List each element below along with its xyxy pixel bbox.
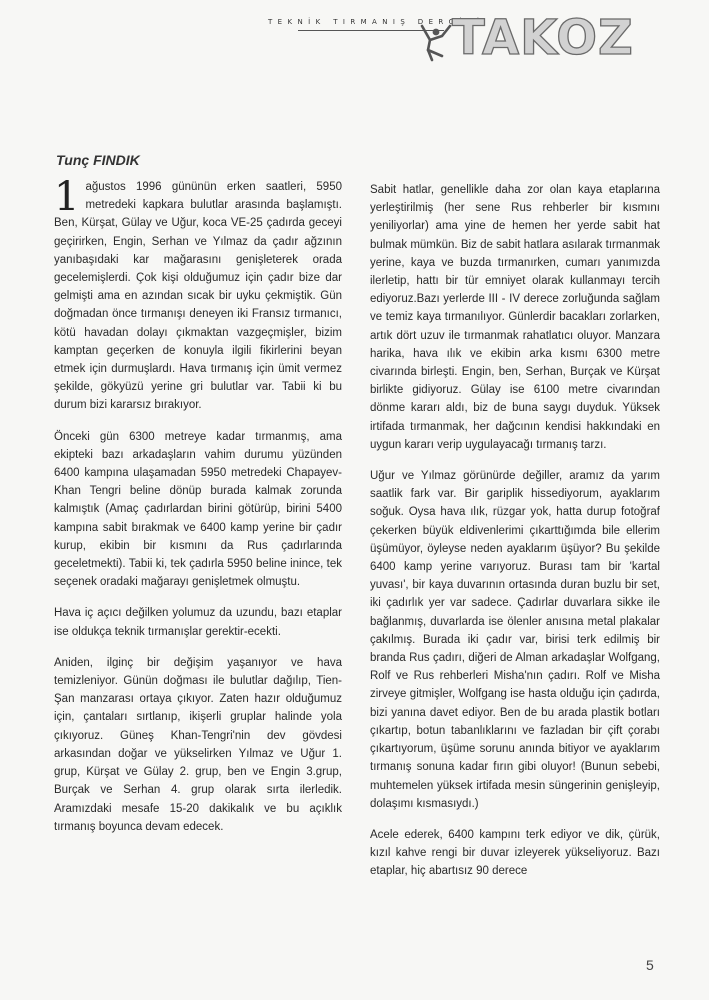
article-paragraph: Önceki gün 6300 metreye kadar tırmanmış, ama ekipteki bazı arkadaşların vahim durumu yüzünden 6400 kampına ulaşamadan 5950 metredeki Chapayev-Khan Tengri beline dönüp burada kalmak zorunda kalmıştık (Amaç çadırlardan birini götürüp, birini 5400 kampına sabit bırakmak ve 6400 kamp yerine bir çadır kurup, ekibin bir kısmını da Rus çadırlarında geceletmekti). Tabii ki, tek çadırla 5950 beline inince, tek seçenek oradaki mağarayı genişletmek olmuştu. xyxy=(54,430,342,589)
article-column-right xyxy=(370,181,660,894)
paragraph-text: ağustos 1996 gününün erken saatleri, 5950 metredeki kapkara bulutlar arasında başlamıştı. Ben, Kürşat, Gülay ve Uğur, koca VE-25 çadırda geceyi geçirirken, Engin, Serhan ve Yılmaz da çadır ağzının yanıbaşıdaki kar mağarasını genişleterek orada gecelemişlerdi. Çok kişi olduğumuz için çadır bize dar gelmişti ama en azından sıcak bir uyku çekmiştik. Gün doğmadan önce tırmanışı deneyen iki Fransız tırmanıcı, kötü havadan dolayı çıkmaktan vazgeçmişler, bizim kamptan geçerken de konuyla ilgili fikirlerini beyan etmek için durmuşlardı. Hava tırmanış için ümit vermez şekilde, gökyüzü yerine gri bulutlar var. Tabii ki bu durum bizi kararsız bırakıyor. xyxy=(54,181,342,412)
article-column-left xyxy=(54,174,342,849)
article-paragraph xyxy=(54,174,342,415)
magazine-logo: TAKOZ xyxy=(452,10,634,66)
drop-cap: 1 xyxy=(54,174,80,220)
article-paragraph: Aniden, ilginç bir değişim yaşanıyor ve hava temizleniyor. Günün doğması ile bulutlar dağılıp, Tien-Şan manzarası ortaya çıkıyor. Zaten hazır olduğumuz için, çantaları sırtlanıp, ikişerli gruplar halinde yola çıkıyoruz. Güneş Khan-Tengri'nin dev gövdesi arkasından doğar ve yükselirken Yılmaz ve Uğur 1. grup, Kürşat ve Gülay 2. grup, ben ve Engin 3.grup, Burçak ve Serhan 4. grup olarak sırta ilerledik. Aramızdaki mesafe 15-20 dakikalık ve bu açıklık tırmanış boyunca devam edecek. xyxy=(54,656,342,833)
article-paragraph: Acele ederek, 6400 kampını terk ediyor ve dik, çürük, kızıl kahve rengi bir duvar izleyerek yükseliyoruz. Bazı etaplar, hiç abartısız 90 derece xyxy=(370,828,660,878)
article-author: Tunç FINDIK xyxy=(56,152,140,168)
page-number: 5 xyxy=(646,957,654,973)
magazine-tagline: TEKNİK TIRMANIŞ DERGİSİ xyxy=(268,18,485,26)
magazine-header xyxy=(0,0,709,70)
article-paragraph: Uğur ve Yılmaz görünürde değiller, aramız da yarım saatlik fark var. Bir gariplik hissediyorum, ayaklarım soğuk. Oysa hava ılık, rüzgar yok, hatta durup fotoğraf çekerken büyük eldivenlerimi çıkarttığımda bile ellerim üşümüyor, öyleyse neden ayaklarım üşüyor? Bu şekilde 6400 kamp yerine varıyoruz. Burası tam bir 'kartal yuvası', bir kaya duvarının ortasında duran buzlu bir set, iki çadırlık yer var sadece. Çadırlar duvarlara sikke ile bağlanmış, duvarlarda ise ölenler anısına metal plakalar çakılmış. Burada iki çadır var, birisi terk edilmiş bir branda Rus çadırı, diğeri de Alman arkadaşlar Wolfgang, Rolf ve Rus rehberleri Misha'nın çadırı. Rolf ve Misha zirveye gitmişler, Wolfgang ise hasta olduğu için çadırda, bizi yanına davet ediyor. Ben de bu arada plastik botları çıkartıp, botun tabanlıklarını ve fazladan bir çift çorabı çıkartıyorum, üşüme sorunu anında bitiyor ve ayaklarım tırmanış sonuna kadar fırın gibi oluyor! (Bunun sebebi, muhtemelen yüksek irtifada mesin süngerinin genişleyip, dolaşımı kısmasıydı.) xyxy=(370,470,660,810)
climber-icon xyxy=(416,20,456,64)
article-paragraph: Sabit hatlar, genellikle daha zor olan kaya etaplarına yerleştirilmiş (her sene Rus rehberler bir kısmını yeniliyorlar) ama yine de hemen her yerde sabit hat bulmak mümkün. Biz de sabit hatlara asılarak tırmanmak yerine, kaya ve buzda tırmanırken, cumarı yanımızda ilerletip, hattı bir tür emniyet olarak kullanmayı tercih ediyoruz.Bazı yerlerde III - IV derece zorluğunda sağlam ve temiz kaya tırmanılıyor. Günlerdir bacakları zorlarken, artık dört uzuv ile tırmanmak rahatlatıcı oluyor. Manzara harika, hava ılık ve ekibin arka kısmı 6300 metre civarında birleşti. Engin, ben, Serhan, Burçak ve Kürşat birlikte gidiyoruz. Gülay ise 6100 metre civarından dönme kararı aldı, biz de buna saygı duyduk. Yüksek irtifada tırmanmak, her dağcının kendisi hakkındaki en uygun kararı verip uygulayacağı tırmanış tarzı. xyxy=(370,184,660,451)
article-paragraph: Hava iç açıcı değilken yolumuz da uzundu, bazı etaplar ise oldukça teknik tırmanışlar gerektir-ecekti. xyxy=(54,607,342,638)
